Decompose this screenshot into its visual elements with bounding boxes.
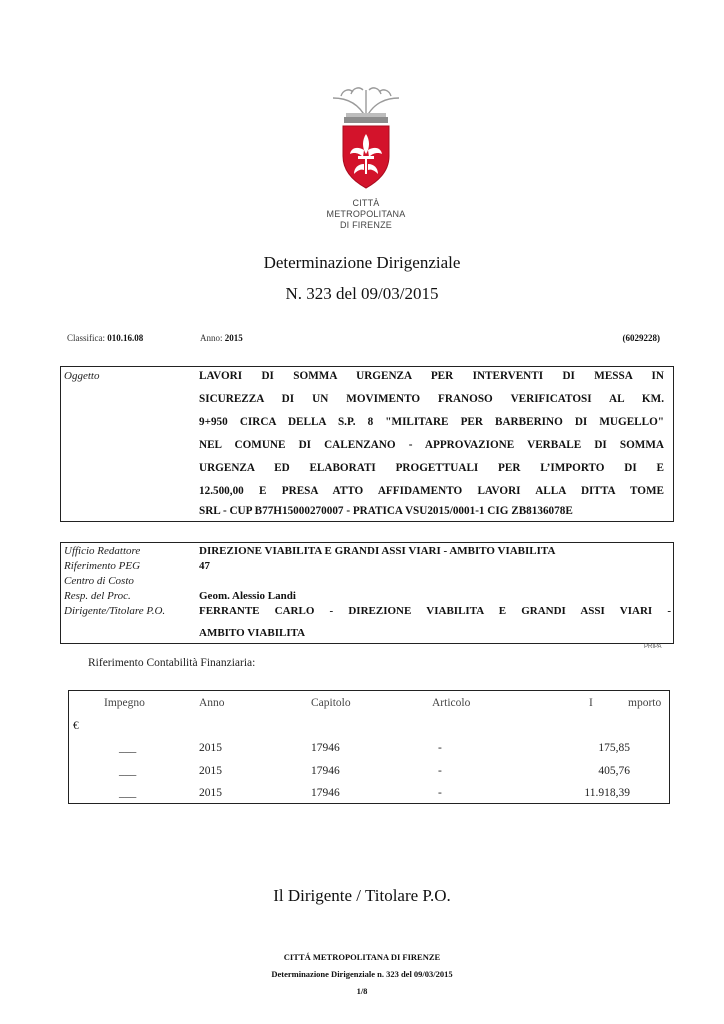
anno-cell: 2015: [199, 765, 222, 777]
ufficio-label: Ufficio Redattore: [64, 545, 141, 557]
peg-value: 47: [199, 560, 210, 572]
importo-cell: 175,85: [598, 742, 630, 754]
col-importo-b: mporto: [628, 697, 662, 709]
oggetto-line: 9+950 CIRCA DELLA S.P. 8 "MILITARE PER BARBERINO DI MUGELLO": [199, 416, 664, 428]
peg-label: Riferimento PEG: [64, 560, 141, 572]
articolo-cell: -: [438, 742, 442, 754]
oggetto-line: NEL COMUNE DI CALENZANO - APPROVAZIONE VERBALE DI SOMMA: [199, 439, 664, 451]
document-code-value: (6029228): [622, 333, 660, 343]
document-code: [600, 333, 660, 343]
impegno-cell: ___: [119, 765, 137, 777]
signature-title: Il Dirigente / Titolare P.O.: [273, 886, 451, 905]
oggetto-line: LAVORI DI SOMMA URGENZA PER INTERVENTI DI MESSA IN: [199, 370, 664, 382]
footer-determination: Determinazione Dirigenziale n. 323 del 09/03/2015: [271, 969, 453, 979]
oggetto-line: SRL - CUP B77H15000270007 - PRATICA VSU2015/0001-1 CIG ZB8136078E: [199, 505, 573, 517]
pripa-note: PRIPA: [644, 644, 662, 650]
oggetto-line: SICUREZZA DI UN MOVIMENTO FRANOSO VERIFICATOSI AL KM.: [199, 393, 664, 405]
impegno-cell: ___: [119, 787, 137, 799]
anno-value: 2015: [224, 333, 243, 343]
dirigente-label: Dirigente/Titolare P.O.: [64, 605, 166, 617]
page-number: 1/8: [356, 986, 368, 996]
capitolo-cell: 17946: [311, 787, 340, 799]
costo-label: Centro di Costo: [64, 575, 134, 587]
logo-line1: CITTÀ METROPOLITANA: [326, 198, 406, 219]
anno: [200, 333, 243, 343]
resp-value: Geom. Alessio Landi: [199, 590, 296, 602]
oggetto-line: URGENZA ED ELABORATI PROGETTUALI PER L’IMPORTO DI E: [199, 462, 664, 474]
col-importo-a: I: [589, 697, 593, 709]
document-number: N. 323 del 09/03/2015: [285, 284, 439, 303]
document-title: Determinazione Dirigenziale: [263, 253, 461, 272]
articolo-cell: -: [438, 765, 442, 777]
importo-cell: 11.918,39: [584, 787, 630, 799]
col-articolo: Articolo: [432, 697, 471, 709]
classifica-value: 010.16.08: [107, 333, 144, 343]
logo-line2: DI FIRENZE: [339, 220, 392, 230]
oggetto-label: Oggetto: [64, 370, 100, 382]
anno-cell: 2015: [199, 787, 222, 799]
anno-cell: 2015: [199, 742, 222, 754]
details-box: [60, 542, 674, 644]
dirigente-value-line1: FERRANTE CARLO - DIREZIONE VIABILITA E GRANDI ASSI VIARI -: [199, 605, 671, 617]
florence-lily-crest-icon: [321, 84, 411, 192]
dirigente-value-line2: AMBITO VIABILITA: [199, 627, 306, 639]
capitolo-cell: 17946: [311, 765, 340, 777]
classifica: [67, 333, 143, 343]
col-impegno: Impegno: [104, 697, 145, 709]
anno-label: Anno:: [200, 333, 223, 343]
col-anno: Anno: [199, 697, 225, 709]
footer-entity: CITTÁ METROPOLITANA DI FIRENZE: [283, 952, 441, 962]
oggetto-line: 12.500,00 E PRESA ATTO AFFIDAMENTO LAVORI ALLA DITTA TOME: [199, 485, 664, 497]
logo: [318, 84, 414, 231]
capitolo-cell: 17946: [311, 742, 340, 754]
ufficio-value: DIREZIONE VIABILITA E GRANDI ASSI VIARI - AMBITO VIABILITA: [199, 545, 556, 557]
currency-symbol: €: [73, 720, 79, 732]
importo-cell: 405,76: [598, 765, 630, 777]
col-capitolo: Capitolo: [311, 697, 351, 709]
resp-label: Resp. del Proc.: [64, 590, 131, 602]
impegno-cell: ___: [119, 742, 137, 754]
finance-label: Riferimento Contabilità Finanziaria:: [88, 657, 256, 669]
articolo-cell: -: [438, 787, 442, 799]
classifica-label: Classifica:: [67, 333, 105, 343]
